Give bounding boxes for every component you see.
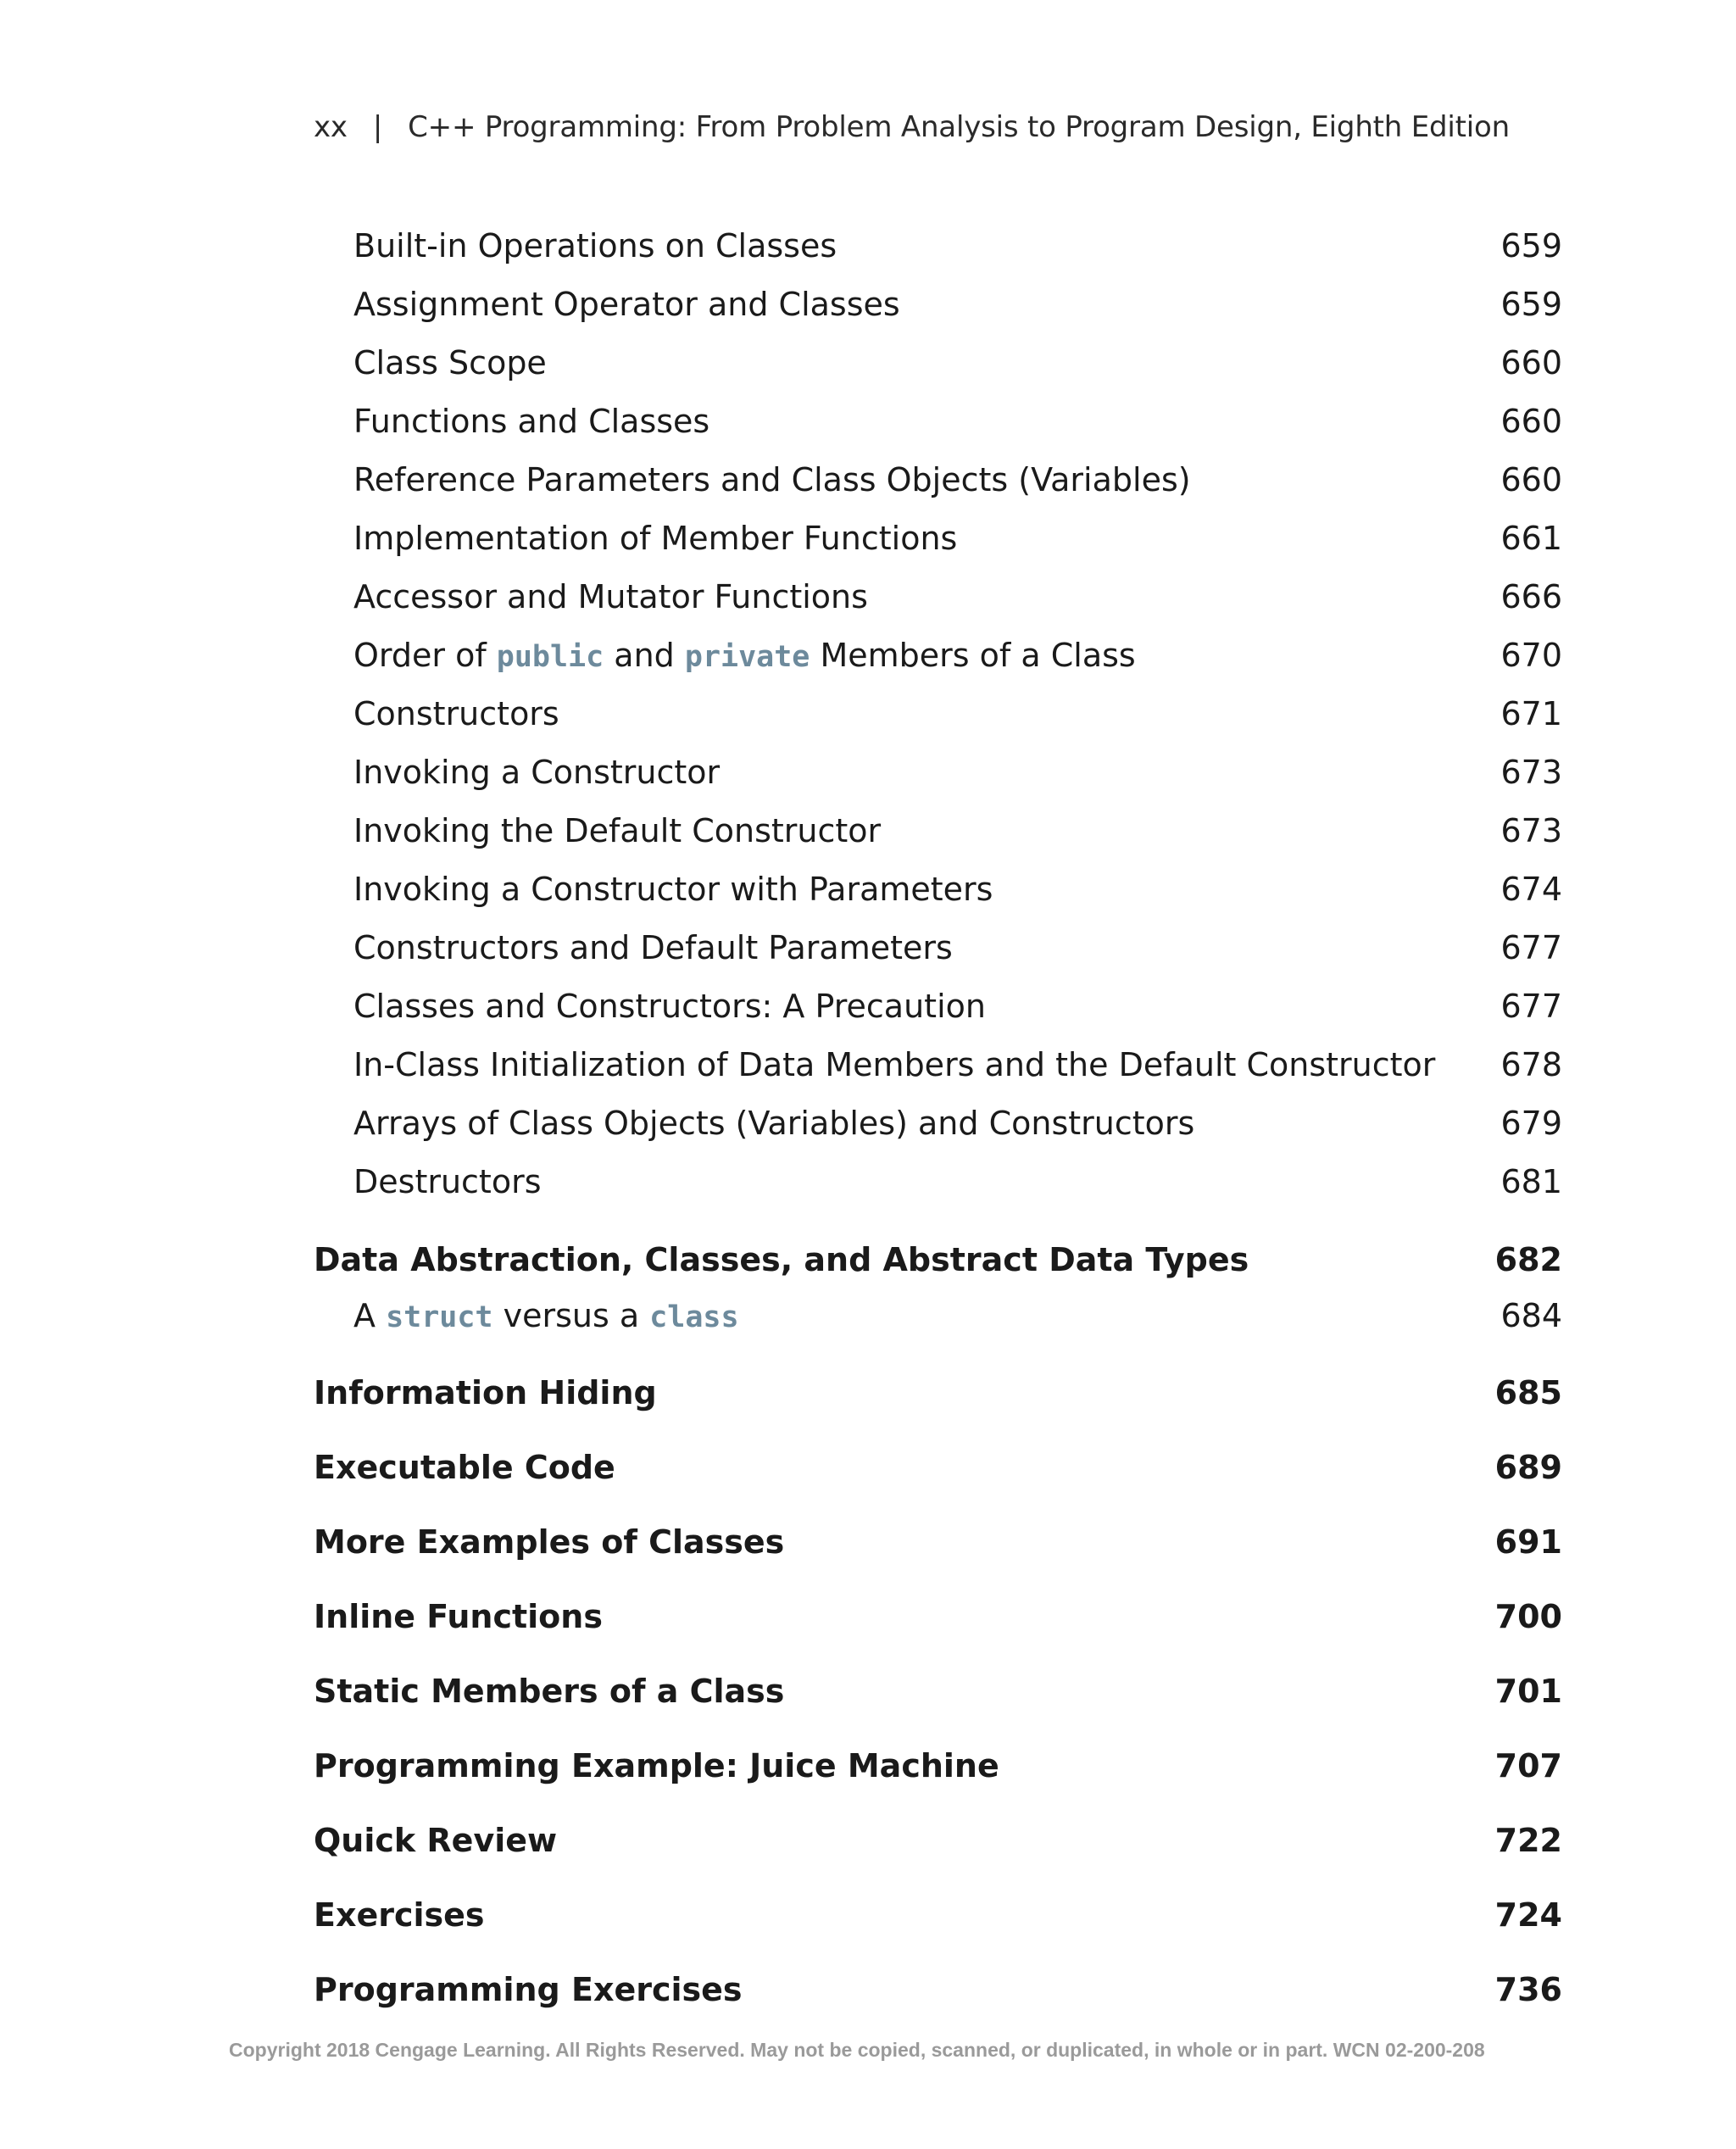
toc-entry-page: 674 xyxy=(1500,871,1562,908)
toc-entry xyxy=(0,1156,1736,1207)
toc-section-title: Exercises xyxy=(314,1896,485,1934)
toc-entry-page: 660 xyxy=(1500,461,1562,498)
toc-section-entry xyxy=(0,1591,1736,1642)
toc-entry-title: Invoking a Constructor with Parameters xyxy=(353,871,993,908)
toc-entry xyxy=(0,688,1736,739)
toc-section-title: Inline Functions xyxy=(314,1598,603,1635)
toc-section-title: Static Members of a Class xyxy=(314,1673,785,1710)
toc-entry-title: Constructors xyxy=(353,695,559,732)
toc-section-entry xyxy=(0,1890,1736,1940)
toc-section-page: 724 xyxy=(1494,1896,1562,1934)
title-part: Members of a Class xyxy=(810,637,1136,674)
toc-section-page: 722 xyxy=(1494,1822,1562,1859)
toc-entry xyxy=(0,981,1736,1032)
toc-section-page: 685 xyxy=(1494,1374,1562,1411)
toc-entry xyxy=(0,1039,1736,1090)
toc-entry-page: 677 xyxy=(1500,929,1562,966)
code-keyword: public xyxy=(496,640,604,674)
toc-section-entry xyxy=(0,1234,1736,1285)
toc-section-entry xyxy=(0,1666,1736,1717)
toc-entry xyxy=(0,279,1736,330)
running-header xyxy=(314,110,1510,144)
toc-entry xyxy=(0,220,1736,271)
toc-entry-page: 666 xyxy=(1500,578,1562,615)
toc-section-entry xyxy=(0,1964,1736,2015)
title-part: Order of xyxy=(353,637,497,674)
toc-entry-title: Constructors and Default Parameters xyxy=(353,929,953,966)
copyright-notice: Copyright 2018 Cengage Learning. All Rights Reserved. May not be copied, scanned, or duplicated, in whole or in part. WCN 02-200-208 xyxy=(229,2039,1485,2061)
toc-entry-page: 661 xyxy=(1500,520,1562,557)
toc-section-page: 736 xyxy=(1494,1971,1562,2008)
toc-entry xyxy=(0,396,1736,447)
toc-section-entry xyxy=(0,1442,1736,1493)
toc-entry-title: Reference Parameters and Class Objects (Variables) xyxy=(353,461,1191,498)
toc-entry-title: Class Scope xyxy=(353,344,547,381)
toc-entry-title xyxy=(353,1290,739,1343)
toc-entry xyxy=(0,571,1736,622)
toc-entry-page: 670 xyxy=(1500,637,1562,674)
toc-section-title: Executable Code xyxy=(314,1449,615,1486)
toc-entry-title: Arrays of Class Objects (Variables) and Constructors xyxy=(353,1105,1195,1142)
toc-entry xyxy=(0,805,1736,856)
toc-entry xyxy=(0,630,1736,681)
toc-entry-title: Invoking the Default Constructor xyxy=(353,812,882,849)
toc-entry-page: 671 xyxy=(1500,695,1562,732)
toc-entry-title: In-Class Initialization of Data Members and the Default Constructor xyxy=(353,1046,1436,1083)
toc-entry xyxy=(0,864,1736,915)
toc-entry-page: 660 xyxy=(1500,344,1562,381)
page-number-roman: xx xyxy=(314,110,348,144)
toc-entry-title: Destructors xyxy=(353,1163,542,1200)
toc-entry-title: Built-in Operations on Classes xyxy=(353,227,837,264)
toc-section-entry xyxy=(0,1815,1736,1866)
toc-entry-title: Implementation of Member Functions xyxy=(353,520,958,557)
title-part: and xyxy=(604,637,685,674)
toc-entry xyxy=(0,454,1736,505)
book-title: C++ Programming: From Problem Analysis to Program Design, Eighth Edition xyxy=(408,110,1510,144)
toc-entry-page: 678 xyxy=(1500,1046,1562,1083)
toc-section-title: Quick Review xyxy=(314,1822,558,1859)
toc-entry-page: 659 xyxy=(1500,227,1562,264)
toc-entry xyxy=(0,1290,1736,1341)
toc-entry-title: Invoking a Constructor xyxy=(353,754,721,791)
toc-entry-page: 660 xyxy=(1500,403,1562,440)
toc-section-title: Data Abstraction, Classes, and Abstract Data Types xyxy=(314,1241,1249,1278)
code-keyword: struct xyxy=(386,1300,493,1334)
toc-entry-page: 673 xyxy=(1500,812,1562,849)
toc-entry-title: Classes and Constructors: A Precaution xyxy=(353,988,986,1025)
code-keyword: private xyxy=(684,640,810,674)
toc-entry-page: 659 xyxy=(1500,286,1562,323)
toc-entry-page: 679 xyxy=(1500,1105,1562,1142)
toc-entry-title xyxy=(353,630,1136,682)
toc-entry-page: 684 xyxy=(1500,1297,1562,1334)
toc-entry xyxy=(0,747,1736,798)
code-keyword: class xyxy=(649,1300,739,1334)
title-part: versus a xyxy=(492,1297,650,1334)
toc-section-title: More Examples of Classes xyxy=(314,1523,785,1561)
toc-section-entry xyxy=(0,1367,1736,1418)
title-part: A xyxy=(353,1297,387,1334)
toc-section-page: 707 xyxy=(1494,1747,1562,1784)
toc-entry-title: Functions and Classes xyxy=(353,403,710,440)
toc-entry xyxy=(0,513,1736,564)
header-separator: | xyxy=(372,110,383,144)
toc-entry-page: 677 xyxy=(1500,988,1562,1025)
toc-entry xyxy=(0,337,1736,388)
toc-section-page: 700 xyxy=(1494,1598,1562,1635)
toc-section-title: Programming Exercises xyxy=(314,1971,743,2008)
toc-section-page: 689 xyxy=(1494,1449,1562,1486)
toc-section-entry xyxy=(0,1740,1736,1791)
toc-section-title: Information Hiding xyxy=(314,1374,657,1411)
toc-entry xyxy=(0,922,1736,973)
toc-entry-title: Accessor and Mutator Functions xyxy=(353,578,868,615)
toc-section-page: 701 xyxy=(1494,1673,1562,1710)
toc-section-page: 691 xyxy=(1494,1523,1562,1561)
toc-section-title: Programming Example: Juice Machine xyxy=(314,1747,999,1784)
toc-section-entry xyxy=(0,1517,1736,1567)
toc-entry-page: 681 xyxy=(1500,1163,1562,1200)
toc-section-page: 682 xyxy=(1494,1241,1562,1278)
toc-entry-title: Assignment Operator and Classes xyxy=(353,286,900,323)
toc-entry xyxy=(0,1098,1736,1149)
toc-entry-page: 673 xyxy=(1500,754,1562,791)
